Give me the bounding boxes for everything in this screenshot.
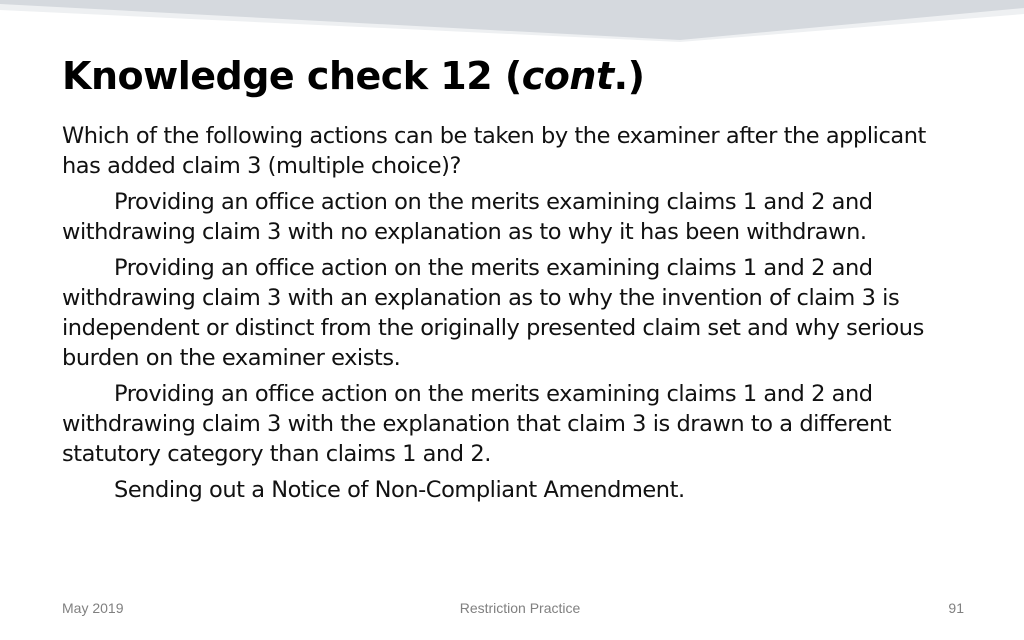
- footer-presentation-title: Restriction Practice: [459, 600, 581, 616]
- answer-option-4: Sending out a Notice of Non-Compliant Amendment.: [114, 477, 685, 503]
- slide-title-main: Knowledge check 12 (: [62, 54, 522, 98]
- slide-body: [62, 121, 962, 511]
- slide-title-italic: cont: [521, 54, 614, 98]
- slide-title-end: .): [613, 54, 645, 98]
- answer-option-1: Providing an office action on the merits examining claims 1 and 2 and withdrawing claim 3 with no explanation as to why it has been withdrawn.: [62, 189, 873, 245]
- answer-option-3: Providing an office action on the merits examining claims 1 and 2 and withdrawing claim 3 with the explanation that claim 3 is drawn to a different statutory category than claims 1 and 2.: [62, 381, 892, 467]
- header-decorative-band: [0, 0, 1024, 48]
- footer-page-number: 91: [948, 600, 964, 616]
- question-text: Which of the following actions can be taken by the examiner after the applicant has added claim 3 (multiple choice)?: [62, 123, 926, 179]
- answer-option-2: Providing an office action on the merits examining claims 1 and 2 and withdrawing claim 3 with an explanation as to why the invention of claim 3 is independent or distinct from the originally presented claim set and why serious burden on the examiner exists.: [62, 255, 924, 371]
- slide-title: [62, 50, 644, 102]
- footer-date: May 2019: [62, 600, 124, 616]
